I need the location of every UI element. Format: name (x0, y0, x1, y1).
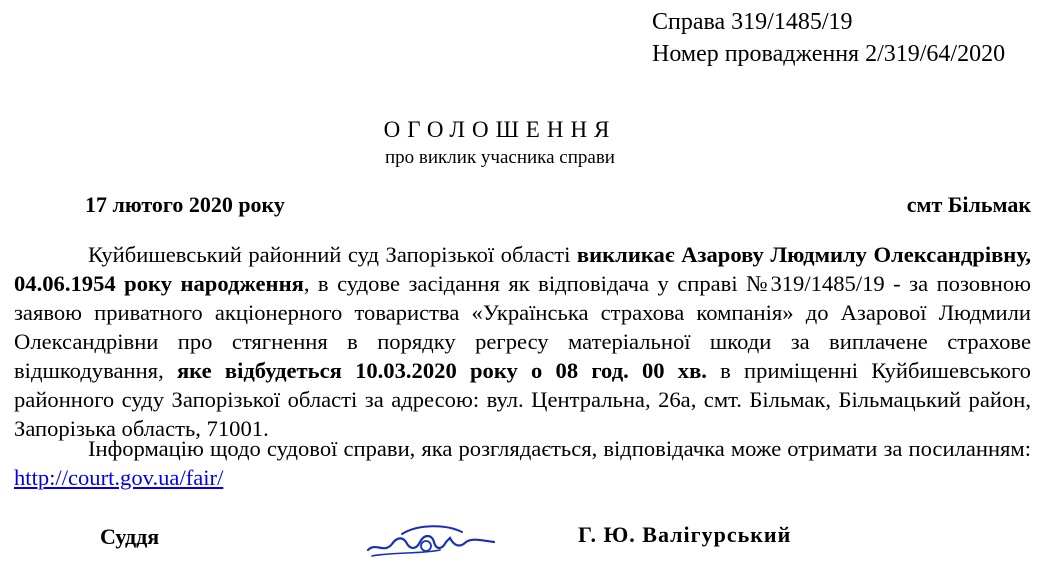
judge-name: Г. Ю. Валігурський (578, 522, 792, 547)
document-title: ОГОЛОШЕННЯ (383, 117, 617, 142)
summoned-person-text: викликає Азарову Людмилу Олександрівну, 04.06.1954 року народження (14, 242, 1031, 296)
summons-paragraph (14, 240, 1031, 443)
judge-signature (362, 520, 502, 562)
court-address-text: в приміщенні Куйбишевського районного суду Запорізької області за адресою: вул. Центральна, 26а, смт. Більмак, Більмацький район, Запорізька область, 71001. (14, 358, 1031, 441)
court-name-text: Куйбишевський районний суд Запорізької області (88, 242, 577, 267)
judge-label: Суддя (100, 524, 160, 549)
case-description-text: , в судове засідання як відповідача у справі №319/1485/19 - за позовною заявою приватного акціонерного товариства «Українська страхова компанія» до Азарової Людмили Олександрівни про стягнення в порядку регресу матеріальної шкоди за виплачене страхове відшкодування, (14, 271, 1032, 383)
proceeding-number: Номер провадження 2/319/64/2020 (652, 41, 1006, 67)
court-link[interactable]: http://court.gov.ua/fair/ (14, 465, 224, 490)
document-subtitle: про виклик учасника справи (385, 147, 615, 168)
info-text: Інформацію щодо судової справи, яка розглядається, відповідачка може отримати за посиланням: (88, 436, 1031, 461)
document-date: 17 лютого 2020 року (85, 192, 285, 217)
case-number: Справа 319/1485/19 (652, 9, 853, 35)
info-paragraph (14, 434, 1031, 492)
hearing-time-text: яке відбудеться 10.03.2020 року о 08 год. 00 хв. (176, 358, 707, 383)
document-place: смт Більмак (906, 192, 1031, 217)
